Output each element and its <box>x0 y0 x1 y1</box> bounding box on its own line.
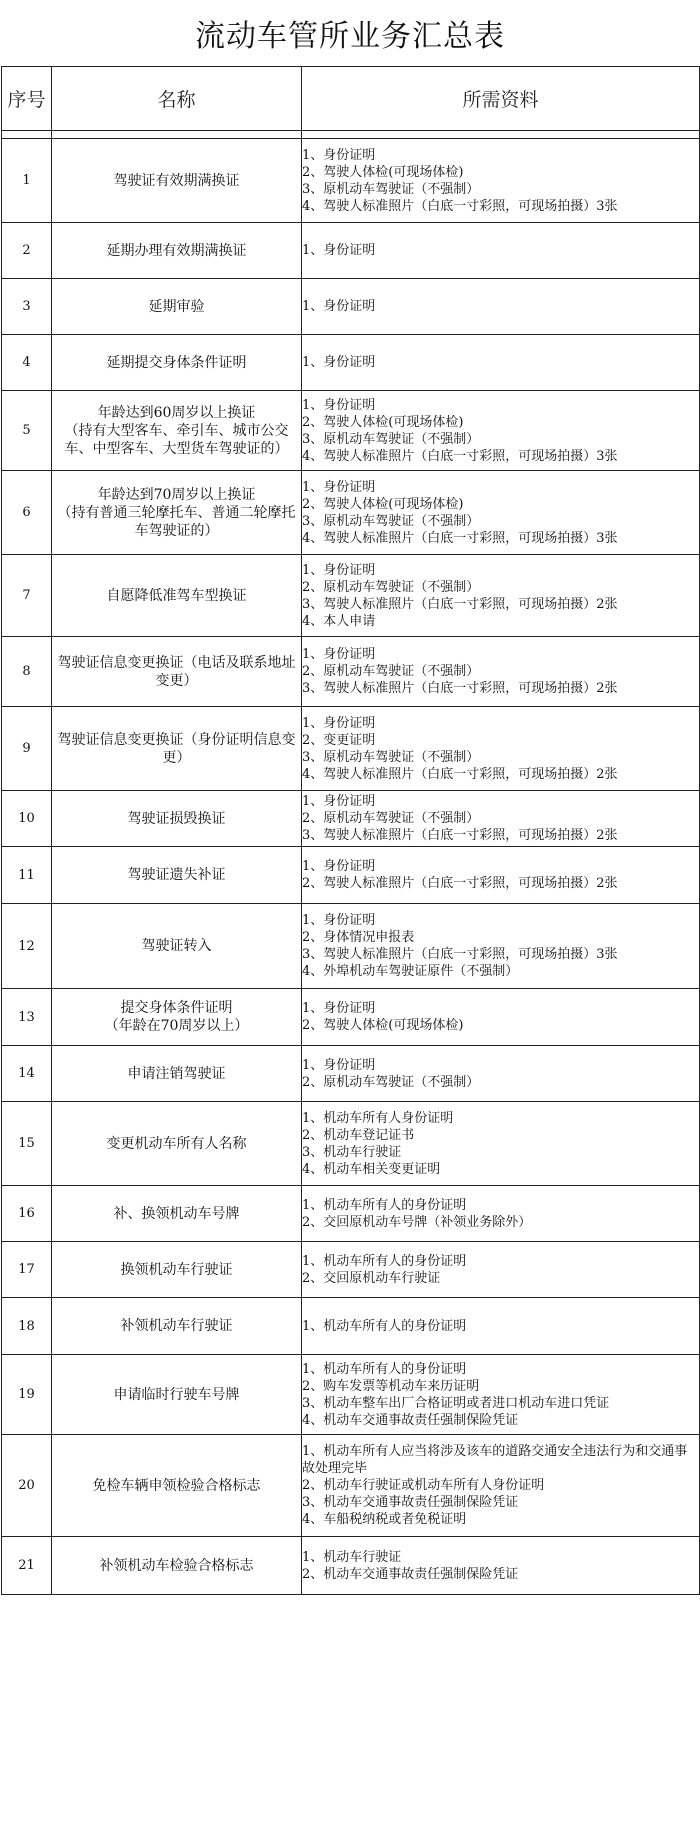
table-row <box>2 904 700 989</box>
row-business-name: 补领机动车检验合格标志 <box>52 1537 302 1595</box>
doc-item: 1、机动车所有人的身份证明 <box>302 1318 467 1334</box>
row-required-docs <box>302 1242 700 1298</box>
table-row <box>2 1242 700 1298</box>
row-business-name: 自愿降低准驾车型换证 <box>52 555 302 637</box>
table-body <box>2 139 700 1595</box>
row-index: 2 <box>2 223 52 279</box>
doc-item: 1、身份证明 <box>302 479 376 495</box>
doc-item: 1、身份证明 <box>302 1057 376 1073</box>
row-required-docs <box>302 637 700 707</box>
doc-item: 2、变更证明 <box>302 732 376 748</box>
row-business-name: 申请临时行驶车号牌 <box>52 1355 302 1435</box>
row-business-name: 驾驶证转入 <box>52 904 302 989</box>
table-row <box>2 1298 700 1355</box>
doc-item: 1、身份证明 <box>302 299 376 314</box>
table-row <box>2 1102 700 1186</box>
doc-item: 2、驾驶人体检(可现场体检) <box>302 414 464 430</box>
doc-item: 2、购车发票等机动车来历证明 <box>302 1378 480 1394</box>
row-business-name: 申请注销驾驶证 <box>52 1046 302 1102</box>
doc-item: 4、驾驶人标准照片（白底一寸彩照，可现场拍摄）2张 <box>302 766 618 782</box>
table-row <box>2 1355 700 1435</box>
row-business-name: 变更机动车所有人名称 <box>52 1102 302 1186</box>
row-business-name: 驾驶证遗失补证 <box>52 847 302 904</box>
doc-item: 2、身体情况申报表 <box>302 930 415 945</box>
table-row <box>2 1046 700 1102</box>
business-table <box>1 66 700 1595</box>
row-required-docs <box>302 223 700 279</box>
row-index: 5 <box>2 391 52 471</box>
row-required-docs <box>302 791 700 847</box>
row-required-docs <box>302 1186 700 1242</box>
doc-item: 2、原机动车驾驶证（不强制） <box>302 811 480 826</box>
row-index: 10 <box>2 791 52 847</box>
doc-item: 2、驾驶人标准照片（白底一寸彩照，可现场拍摄）2张 <box>302 876 618 891</box>
table-row <box>2 335 700 391</box>
row-required-docs <box>302 1298 700 1355</box>
row-required-docs <box>302 139 700 223</box>
table-row <box>2 223 700 279</box>
row-business-name: 延期办理有效期满换证 <box>52 223 302 279</box>
doc-item: 2、机动车交通事故责任强制保险凭证 <box>302 1566 519 1582</box>
row-index: 3 <box>2 279 52 335</box>
doc-item: 4、车船税纳税或者免税证明 <box>302 1512 467 1527</box>
doc-item: 4、本人申请 <box>302 613 376 629</box>
row-index: 19 <box>2 1355 52 1435</box>
row-index: 7 <box>2 555 52 637</box>
row-business-name: 延期提交身体条件证明 <box>52 335 302 391</box>
doc-item: 1、机动车所有人的身份证明 <box>302 1361 467 1377</box>
header-docs: 所需资料 <box>302 67 700 131</box>
doc-item: 2、驾驶人体检(可现场体检) <box>302 1018 464 1033</box>
table-row <box>2 471 700 555</box>
header-gap-row <box>2 131 700 139</box>
table-row <box>2 555 700 637</box>
row-business-name: 提交身体条件证明 （年龄在70周岁以上） <box>52 989 302 1046</box>
row-required-docs <box>302 1046 700 1102</box>
doc-item: 1、身份证明 <box>302 859 376 874</box>
row-index: 14 <box>2 1046 52 1102</box>
doc-item: 1、身份证明 <box>302 243 376 258</box>
doc-item: 2、驾驶人体检(可现场体检) <box>302 496 464 512</box>
doc-item: 2、驾驶人体检(可现场体检) <box>302 164 464 180</box>
doc-item: 1、机动车所有人的身份证明 <box>302 1197 467 1213</box>
doc-item: 1、身份证明 <box>302 647 376 662</box>
row-required-docs <box>302 707 700 791</box>
doc-item: 1、机动车所有人应当将涉及该车的道路交通安全违法行为和交通事故处理完毕 <box>302 1444 688 1476</box>
table-row <box>2 989 700 1046</box>
doc-item: 3、驾驶人标准照片（白底一寸彩照，可现场拍摄）2张 <box>302 681 618 696</box>
doc-item: 4、机动车相关变更证明 <box>302 1161 441 1177</box>
row-business-name: 驾驶证有效期满换证 <box>52 139 302 223</box>
doc-item: 3、机动车行驶证 <box>302 1144 402 1160</box>
row-index: 18 <box>2 1298 52 1355</box>
doc-item: 2、交回原机动车号牌（补领业务除外） <box>302 1214 532 1230</box>
doc-item: 3、驾驶人标准照片（白底一寸彩照，可现场拍摄）2张 <box>302 596 618 612</box>
doc-item: 4、机动车交通事故责任强制保险凭证 <box>302 1412 519 1428</box>
table-row <box>2 791 700 847</box>
row-business-name: 驾驶证信息变更换证（身份证明信息变更） <box>52 707 302 791</box>
row-index: 16 <box>2 1186 52 1242</box>
doc-item: 4、驾驶人标准照片（白底一寸彩照，可现场拍摄）3张 <box>302 448 618 464</box>
doc-item: 3、原机动车驾驶证（不强制） <box>302 431 480 447</box>
sheet-title: 流动车管所业务汇总表 <box>195 19 505 54</box>
doc-item: 2、原机动车驾驶证（不强制） <box>302 579 480 595</box>
table-row <box>2 1537 700 1595</box>
row-required-docs <box>302 847 700 904</box>
doc-item: 2、机动车行驶证或机动车所有人身份证明 <box>302 1478 545 1493</box>
doc-item: 3、机动车整车出厂合格证明或者进口机动车进口凭证 <box>302 1395 610 1411</box>
doc-item: 3、驾驶人标准照片（白底一寸彩照，可现场拍摄）3张 <box>302 947 618 962</box>
header-name: 名称 <box>52 67 302 131</box>
row-business-name: 年龄达到70周岁以上换证 （持有普通三轮摩托车、普通二轮摩托车驾驶证的） <box>52 471 302 555</box>
row-index: 1 <box>2 139 52 223</box>
table-row <box>2 391 700 471</box>
doc-item: 1、身份证明 <box>302 355 376 370</box>
doc-item: 1、身份证明 <box>302 147 376 163</box>
row-required-docs <box>302 555 700 637</box>
row-business-name: 补、换领机动车号牌 <box>52 1186 302 1242</box>
doc-item: 2、原机动车驾驶证（不强制） <box>302 664 480 679</box>
row-required-docs <box>302 471 700 555</box>
row-business-name: 延期审验 <box>52 279 302 335</box>
header-index: 序号 <box>2 67 52 131</box>
doc-item: 2、原机动车驾驶证（不强制） <box>302 1074 480 1090</box>
doc-item: 1、身份证明 <box>302 715 376 731</box>
doc-item: 3、原机动车驾驶证（不强制） <box>302 181 480 197</box>
table-row <box>2 707 700 791</box>
doc-item: 4、驾驶人标准照片（白底一寸彩照，可现场拍摄）3张 <box>302 198 618 214</box>
doc-item: 1、机动车行驶证 <box>302 1549 402 1565</box>
row-required-docs <box>302 904 700 989</box>
row-business-name: 驾驶证信息变更换证（电话及联系地址变更） <box>52 637 302 707</box>
row-business-name: 补领机动车行驶证 <box>52 1298 302 1355</box>
header-row <box>2 67 700 131</box>
row-index: 8 <box>2 637 52 707</box>
row-index: 12 <box>2 904 52 989</box>
doc-item: 1、身份证明 <box>302 397 376 413</box>
row-required-docs <box>302 1537 700 1595</box>
row-index: 11 <box>2 847 52 904</box>
doc-item: 3、驾驶人标准照片（白底一寸彩照，可现场拍摄）2张 <box>302 828 618 843</box>
doc-item: 4、驾驶人标准照片（白底一寸彩照，可现场拍摄）3张 <box>302 530 618 546</box>
row-business-name: 换领机动车行驶证 <box>52 1242 302 1298</box>
row-required-docs <box>302 279 700 335</box>
table-row <box>2 1435 700 1537</box>
table-row <box>2 1186 700 1242</box>
row-index: 9 <box>2 707 52 791</box>
row-business-name: 年龄达到60周岁以上换证 （持有大型客车、牵引车、城市公交车、中型客车、大型货车驾驶证的） <box>52 391 302 471</box>
row-business-name: 驾驶证损毁换证 <box>52 791 302 847</box>
doc-item: 1、身份证明 <box>302 1001 376 1016</box>
table-row <box>2 279 700 335</box>
row-index: 4 <box>2 335 52 391</box>
table-row <box>2 139 700 223</box>
doc-item: 1、身份证明 <box>302 794 376 809</box>
row-required-docs <box>302 1102 700 1186</box>
doc-item: 3、原机动车驾驶证（不强制） <box>302 749 480 765</box>
row-index: 15 <box>2 1102 52 1186</box>
row-index: 21 <box>2 1537 52 1595</box>
doc-item: 1、身份证明 <box>302 562 376 578</box>
table-row <box>2 637 700 707</box>
row-required-docs <box>302 335 700 391</box>
doc-item: 2、机动车登记证书 <box>302 1127 415 1143</box>
table-row <box>2 847 700 904</box>
row-index: 13 <box>2 989 52 1046</box>
row-business-name: 免检车辆申领检验合格标志 <box>52 1435 302 1537</box>
doc-item: 1、机动车所有人身份证明 <box>302 1110 454 1126</box>
row-required-docs <box>302 989 700 1046</box>
doc-item: 4、外埠机动车驾驶证原件（不强制） <box>302 964 519 979</box>
row-index: 17 <box>2 1242 52 1298</box>
row-required-docs <box>302 1355 700 1435</box>
doc-item: 3、原机动车驾驶证（不强制） <box>302 513 480 529</box>
doc-item: 1、身份证明 <box>302 913 376 928</box>
doc-item: 1、机动车所有人的身份证明 <box>302 1253 467 1269</box>
row-required-docs <box>302 391 700 471</box>
doc-item: 2、交回原机动车行驶证 <box>302 1270 441 1286</box>
doc-item: 3、机动车交通事故责任强制保险凭证 <box>302 1495 519 1510</box>
row-required-docs <box>302 1435 700 1537</box>
row-index: 20 <box>2 1435 52 1537</box>
row-index: 6 <box>2 471 52 555</box>
